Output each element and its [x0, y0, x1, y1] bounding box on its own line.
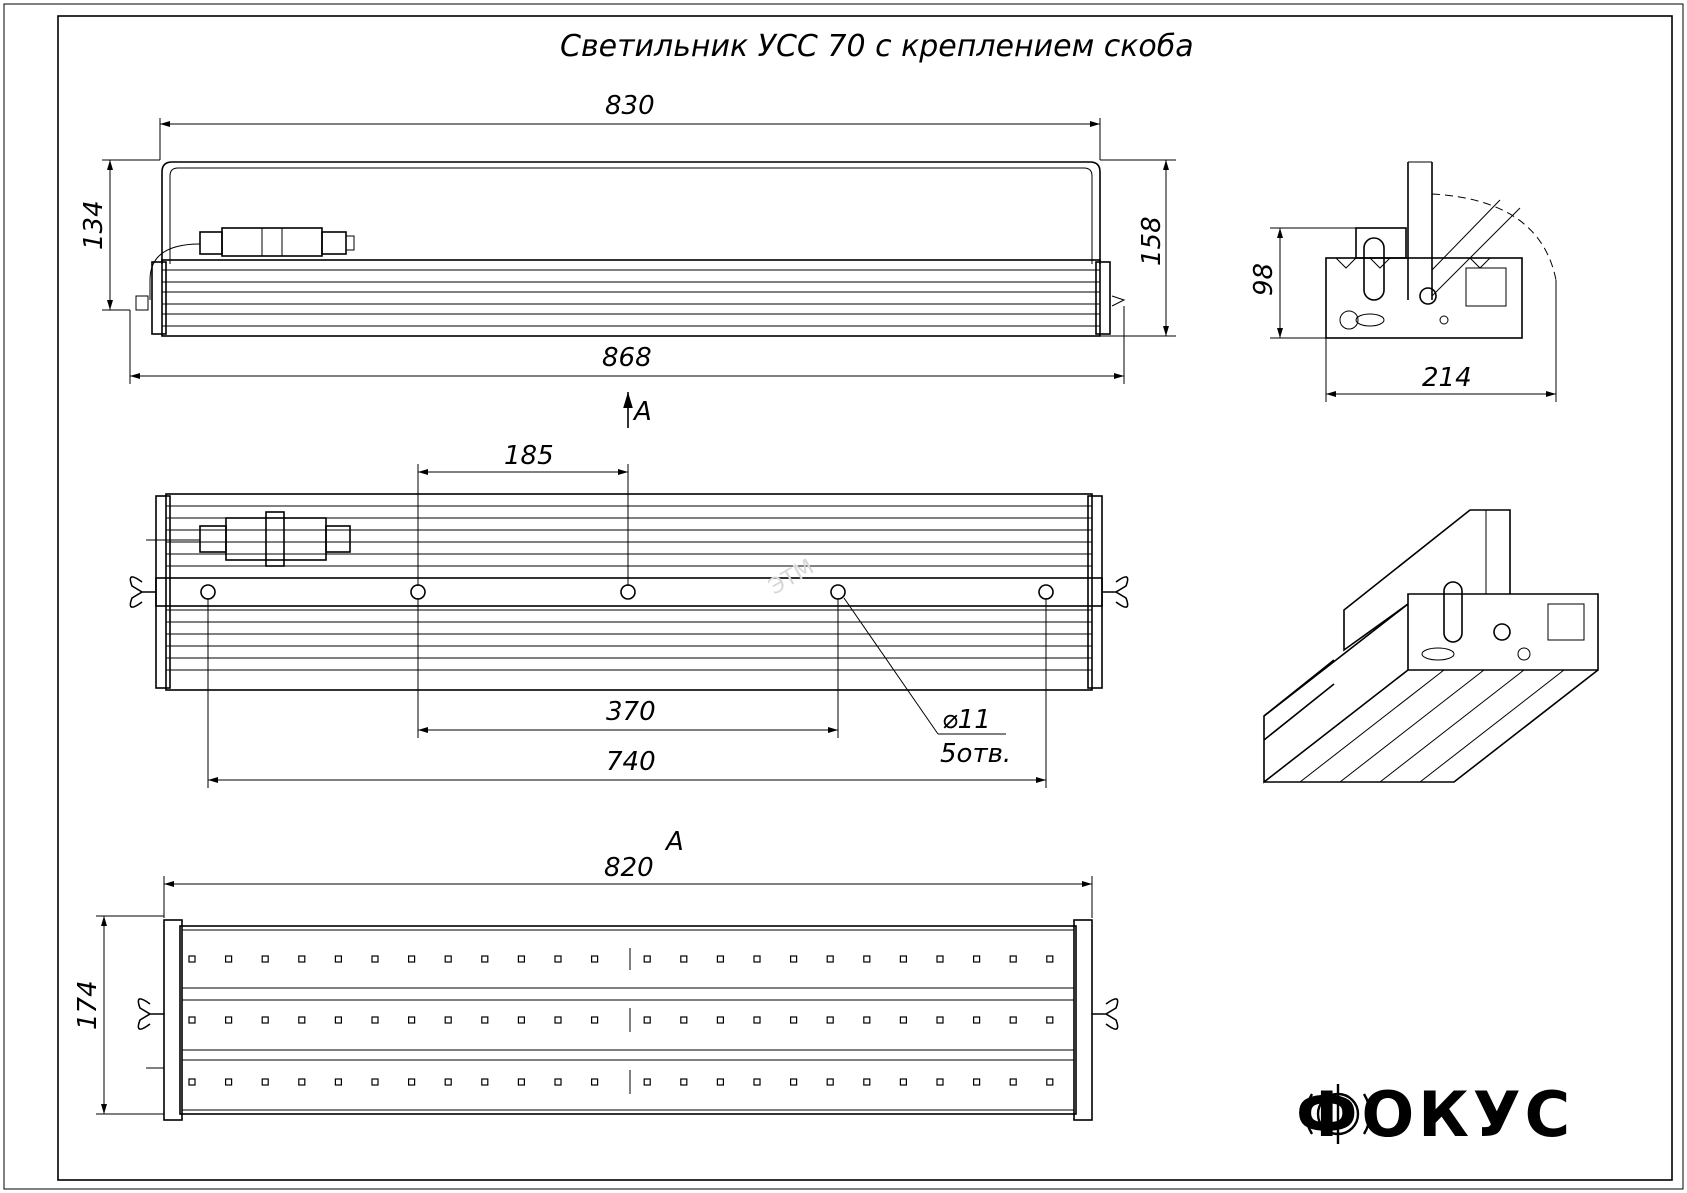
drawing-title: Светильник УСС 70 с креплением скоба [560, 29, 1194, 64]
led-dot [864, 956, 870, 962]
dim-134: 134 [79, 200, 109, 250]
led-dot [791, 1017, 797, 1023]
led-dot [592, 1017, 598, 1023]
dim-830: 830 [605, 91, 655, 121]
led-dot [518, 1017, 524, 1023]
led-dot [482, 1079, 488, 1085]
led-dot [518, 956, 524, 962]
dim-98: 98 [1249, 262, 1279, 296]
led-dot [555, 1079, 561, 1085]
focus-logo [1296, 1078, 1574, 1151]
led-dot [555, 1017, 561, 1023]
bottom-view [73, 827, 1118, 1120]
led-dot [791, 956, 797, 962]
led-dot [1010, 1079, 1016, 1085]
led-dot [644, 1079, 650, 1085]
led-dot [754, 1017, 760, 1023]
led-dot [1047, 1017, 1053, 1023]
view-a-label: A [634, 397, 652, 427]
led-dot [1047, 1079, 1053, 1085]
led-dot [335, 1079, 341, 1085]
led-dot [372, 1079, 378, 1085]
mount-holes [201, 585, 1053, 599]
dim-740: 740 [606, 747, 656, 777]
led-dot [226, 956, 232, 962]
led-dot [445, 1017, 451, 1023]
led-dot [226, 1079, 232, 1085]
led-dot [226, 1017, 232, 1023]
led-dot [409, 1079, 415, 1085]
led-dot [409, 1017, 415, 1023]
dim-185: 185 [504, 441, 554, 471]
led-dot [681, 1017, 687, 1023]
led-dot [262, 956, 268, 962]
led-dot [445, 956, 451, 962]
led-dot [482, 1017, 488, 1023]
dim-820: 820 [604, 853, 654, 883]
led-dot [754, 956, 760, 962]
led-dot [717, 1079, 723, 1085]
led-dot [644, 956, 650, 962]
led-dot [372, 1017, 378, 1023]
svg-text:ЭТМ: ЭТМ [764, 554, 819, 601]
led-dot [1010, 956, 1016, 962]
led-dot [754, 1079, 760, 1085]
led-dot [592, 956, 598, 962]
led-dot [189, 1079, 195, 1085]
led-dot [937, 1017, 943, 1023]
led-dot [262, 1079, 268, 1085]
view-a-label-2: A [666, 827, 684, 857]
led-dot [555, 956, 561, 962]
led-dot [1047, 956, 1053, 962]
dim-158: 158 [1137, 216, 1167, 266]
led-dot [717, 956, 723, 962]
led-dot [827, 1079, 833, 1085]
dim-214: 214 [1422, 363, 1472, 393]
side-view [1249, 162, 1556, 402]
led-dot [717, 1017, 723, 1023]
led-dot [335, 956, 341, 962]
led-dot [189, 1017, 195, 1023]
led-dot [644, 1017, 650, 1023]
led-dot [681, 956, 687, 962]
led-dot [937, 1079, 943, 1085]
led-dot [518, 1079, 524, 1085]
led-dot [900, 956, 906, 962]
led-dot [1010, 1017, 1016, 1023]
led-dot [299, 1017, 305, 1023]
led-dot [592, 1079, 598, 1085]
logo-text: ФОКУС [1296, 1078, 1575, 1151]
led-dot [681, 1079, 687, 1085]
dim-868: 868 [602, 343, 652, 373]
led-dot [372, 956, 378, 962]
led-dot [827, 956, 833, 962]
led-dot [299, 1079, 305, 1085]
led-dot [900, 1079, 906, 1085]
led-dot [791, 1079, 797, 1085]
led-dot [974, 956, 980, 962]
hole-count: 5отв. [940, 739, 1012, 769]
led-dot [482, 956, 488, 962]
dim-174: 174 [73, 980, 103, 1030]
led-dot [900, 1017, 906, 1023]
led-dot [974, 1017, 980, 1023]
led-dot [974, 1079, 980, 1085]
front-view [79, 91, 1176, 428]
led-dot [937, 956, 943, 962]
led-grid [189, 956, 1053, 1085]
led-dot [335, 1017, 341, 1023]
inner-frame [58, 16, 1672, 1180]
dim-370: 370 [606, 697, 656, 727]
led-dot [445, 1079, 451, 1085]
led-dot [409, 956, 415, 962]
isometric-view [1264, 510, 1598, 782]
led-dot [864, 1017, 870, 1023]
led-dot [189, 956, 195, 962]
led-dot [299, 956, 305, 962]
led-dot [827, 1017, 833, 1023]
led-dot [864, 1079, 870, 1085]
hole-diameter: ⌀11 [942, 705, 991, 735]
led-dot [262, 1017, 268, 1023]
top-view [130, 441, 1127, 788]
